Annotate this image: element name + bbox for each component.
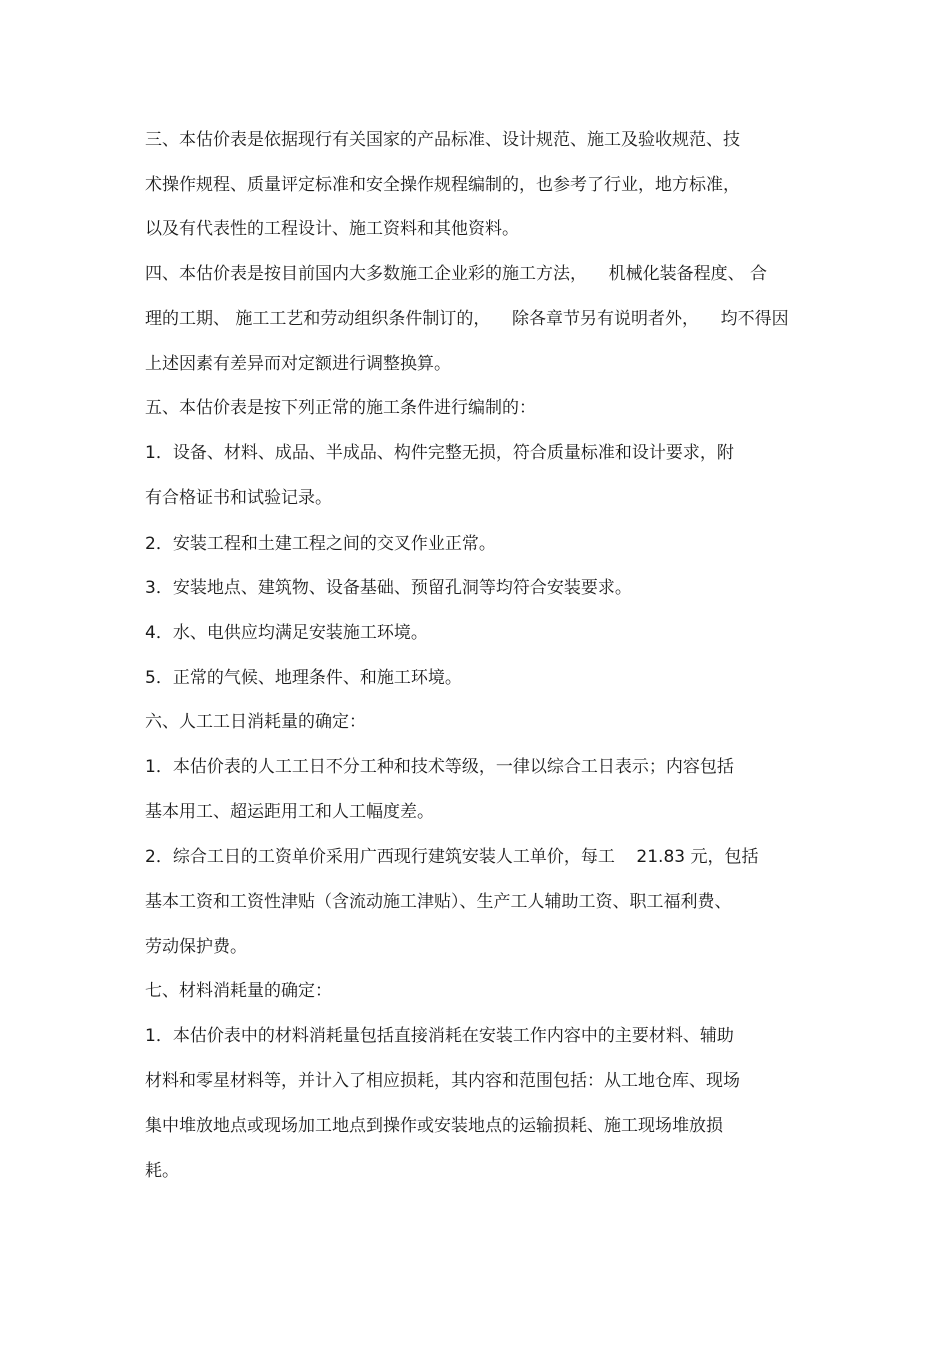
section-3-line-2: 术操作规程、质量评定标准和安全操作规程编制的，也参考了行业，地方标准， [145, 175, 740, 195]
section-4-line-2: 理的工期、 施工工艺和劳动组织条件制订的， 除各章节另有说明者外， 均不得因 [145, 309, 789, 329]
section-7-item-1-line-4: 耗。 [145, 1161, 179, 1181]
section-3-line-3: 以及有代表性的工程设计、施工资料和其他资料。 [145, 219, 519, 239]
section-4-line-1: 四、本估价表是按目前国内大多数施工企业彩的施工方法， 机械化装备程度、 合 [145, 264, 768, 284]
section-4-line-3: 上述因素有差异而对定额进行调整换算。 [145, 354, 451, 374]
section-6-item-2-line-1: 2．综合工日的工资单价采用广西现行建筑安装人工单价，每工 21.83 元，包括 [145, 847, 759, 867]
section-5-item-4: 4．水、电供应均满足安装施工环境。 [145, 623, 428, 643]
section-7-item-1-line-3: 集中堆放地点或现场加工地点到操作或安装地点的运输损耗、施工现场堆放损 [145, 1116, 723, 1136]
section-7-item-1-line-2: 材料和零星材料等，并计入了相应损耗，其内容和范围包括：从工地仓库、现场 [145, 1071, 740, 1091]
section-6-item-2-line-2: 基本工资和工资性津贴（含流动施工津贴）、生产工人辅助工资、职工福利费、 [145, 892, 732, 912]
section-7-item-1-line-1: 1．本估价表中的材料消耗量包括直接消耗在安装工作内容中的主要材料、辅助 [145, 1026, 734, 1046]
section-6-item-1-line-1: 1．本估价表的人工工日不分工种和技术等级，一律以综合工日表示；内容包括 [145, 757, 734, 777]
section-5-item-1-line-1: 1．设备、材料、成品、半成品、构件完整无损，符合质量标准和设计要求，附 [145, 443, 734, 463]
section-6-item-2-line-3: 劳动保护费。 [145, 937, 247, 957]
section-5-item-1-line-2: 有合格证书和试验记录。 [145, 488, 332, 508]
section-6-heading: 六、人工工日消耗量的确定： [145, 712, 366, 732]
section-6-item-1-line-2: 基本用工、超运距用工和人工幅度差。 [145, 802, 434, 822]
section-3-line-1: 三、本估价表是依据现行有关国家的产品标准、设计规范、施工及验收规范、技 [145, 130, 740, 150]
section-5-item-2: 2．安装工程和土建工程之间的交叉作业正常。 [145, 534, 496, 554]
section-5-heading: 五、本估价表是按下列正常的施工条件进行编制的： [145, 398, 536, 418]
section-5-item-3: 3．安装地点、建筑物、设备基础、预留孔洞等均符合安装要求。 [145, 578, 632, 598]
section-7-heading: 七、材料消耗量的确定： [145, 981, 332, 1001]
section-5-item-5: 5．正常的气候、地理条件、和施工环境。 [145, 668, 462, 688]
